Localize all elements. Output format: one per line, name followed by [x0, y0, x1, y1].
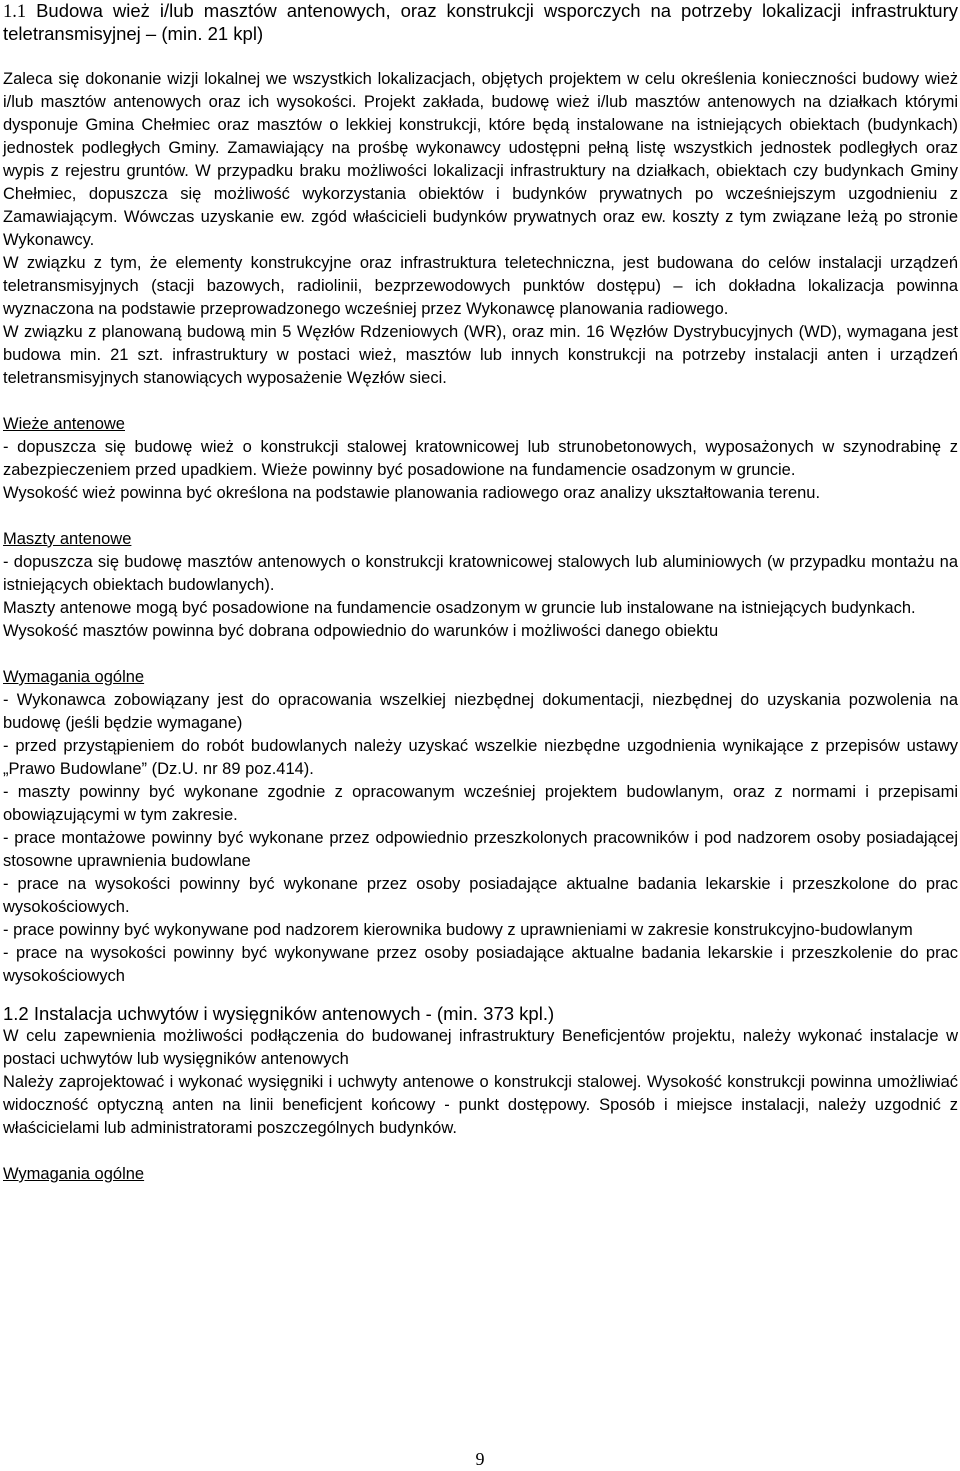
paragraph-nodes: W związku z planowaną budową min 5 Węzłów Rdzeniowych (WR), oraz min. 16 Węzłów Dystrybucyjnych (WD), wymagana jest budowa min. 21 szt. infrastruktury w postaci wież, masztów lub innych konstrukcji na potrzeby instalacji anten i urządzeń teletransmisyjnych stanowiących wyposażenie Węzłów sieci.: [3, 323, 958, 387]
section-heading-1-1: [3, 0, 958, 45]
intro-paragraph: Zaleca się dokonanie wizji lokalnej we wszystkich lokalizacjach, objętych projektem w celu określenia konieczności budowy wież i/lub masztów antenowych oraz ich wysokości. Projekt zakłada, budowę wież i/lub masztów antenowych na działkach którymi dysponuje Gmina Chełmiec oraz masztów o lekkiej konstrukcji, które będą instalowane na istniejących obiektach (budynkach) jednostek podległych Gminy. Zamawiający na prośbę wykonawcy udostępni pełną listę wszystkich jednostek podległych oraz wypis z rejestru gruntów. W przypadku braku możliwości lokalizacji infrastruktury na działkach, obiektach czy budynkach Gminy Chełmiec, dopuszcza się możliwość wykorzystania obiektów i budynków prywatnych po wcześniejszym uzgodnieniu z Zamawiającym. Wówczas uzyskanie ew. zgód właścicieli budynków prywatnych oraz ew. koszty z tym związane leżą po stronie Wykonawcy.: [3, 70, 958, 249]
requirement-item: - prace na wysokości powinny być wykonywane przez osoby posiadające aktualne badania lekarskie i przeszkolenie do prac wysokościowych: [3, 944, 958, 985]
section-heading-1-2: 1.2 Instalacja uchwytów i wysięgników antenowych - (min. 373 kpl.): [3, 1003, 555, 1024]
general-requirements-heading: Wymagania ogólne: [3, 668, 145, 686]
requirement-item: - przed przystąpieniem do robót budowlanych należy uzyskać wszelkie niezbędne uzgodnienia wynikające z przepisów ustawy „Prawo Budowlane” (Dz.U. nr 89 poz.414).: [3, 737, 958, 778]
towers-heading: Wieże antenowe: [3, 415, 125, 433]
section-title: Budowa wież i/lub masztów antenowych, oraz konstrukcji wsporczych na potrzeby lokalizacji infrastruktury teletransmisyjnej – (min. 21 kpl): [3, 0, 958, 44]
document-page: [3, 0, 958, 1186]
section2-paragraph-2: Należy zaprojektować i wykonać wysięgniki i uchwyty antenowe o konstrukcji stalowej. Wysokość konstrukcji powinna umożliwiać widoczność optyczną anten na linii beneficjent końcowy - punkt dostępowy. Sposób i miejsce instalacji, należy uzgodnić z właścicielami lub administratorami poszczególnych budynków.: [3, 1073, 958, 1137]
towers-paragraph-1: - dopuszcza się budowę wież o konstrukcji stalowej kratownicowej lub strunobetonowych, wyposażonych w szynodrabinę z zabezpieczeniem przed upadkiem. Wieże powinny być posadowione na fundamencie osadzonym w gruncie.: [3, 438, 958, 479]
requirement-item: - maszty powinny być wykonane zgodnie z opracowanym wcześniej projektem budowlanym, oraz z normami i przepisami obowiązującymi w tym zakresie.: [3, 783, 958, 824]
masts-paragraph-1: - dopuszcza się budowę masztów antenowych o konstrukcji kratownicowej stalowych lub aluminiowych (w przypadku montażu na istniejących obiektach budowlanych).: [3, 553, 958, 594]
requirement-item: - prace na wysokości powinny być wykonane przez osoby posiadające aktualne badania lekarskie i przeszkolone do prac wysokościowych.: [3, 875, 958, 916]
masts-paragraph-3: Wysokość masztów powinna być dobrana odpowiednio do warunków i możliwości danego obiektu: [3, 622, 719, 640]
masts-paragraph-2: Maszty antenowe mogą być posadowione na fundamencie osadzonym w gruncie lub instalowane na istniejących budynkach.: [3, 599, 916, 617]
section2-paragraph-1: W celu zapewnienia możliwości podłączenia do budowanej infrastruktury Beneficjentów projektu, należy wykonać instalacje w postaci uchwytów lub wysięgników antenowych: [3, 1027, 958, 1068]
towers-paragraph-2: Wysokość wież powinna być określona na podstawie planowania radiowego oraz analizy ukształtowania terenu.: [3, 484, 821, 502]
requirement-item: - prace powinny być wykonywane pod nadzorem kierownika budowy z uprawnieniami w zakresie konstrukcyjno-budowlanym: [3, 921, 913, 939]
section2-requirements-heading: Wymagania ogólne: [3, 1165, 145, 1183]
masts-heading: Maszty antenowe: [3, 530, 132, 548]
section-number: 1.1: [3, 2, 27, 22]
page-number: 9: [475, 1449, 485, 1469]
requirement-item: - prace montażowe powinny być wykonane przez odpowiednio przeszkolonych pracowników i pod nadzorem osoby posiadającej stosowne uprawnienia budowlane: [3, 829, 958, 870]
paragraph-infrastructure: W związku z tym, że elementy konstrukcyjne oraz infrastruktura teletechniczna, jest budowana do celów instalacji urządzeń teletransmisyjnych (stacji bazowych, radiolinii, bezprzewodowych punktów dostępu) – ich dokładna lokalizacja powinna wyznaczona na podstawie przeprowadzonego wcześniej przez Wykonawcę planowania radiowego.: [3, 254, 958, 318]
requirement-item: - Wykonawca zobowiązany jest do opracowania wszelkiej niezbędnej dokumentacji, niezbędnej do uzyskania pozwolenia na budowę (jeśli będzie wymagane): [3, 691, 958, 732]
